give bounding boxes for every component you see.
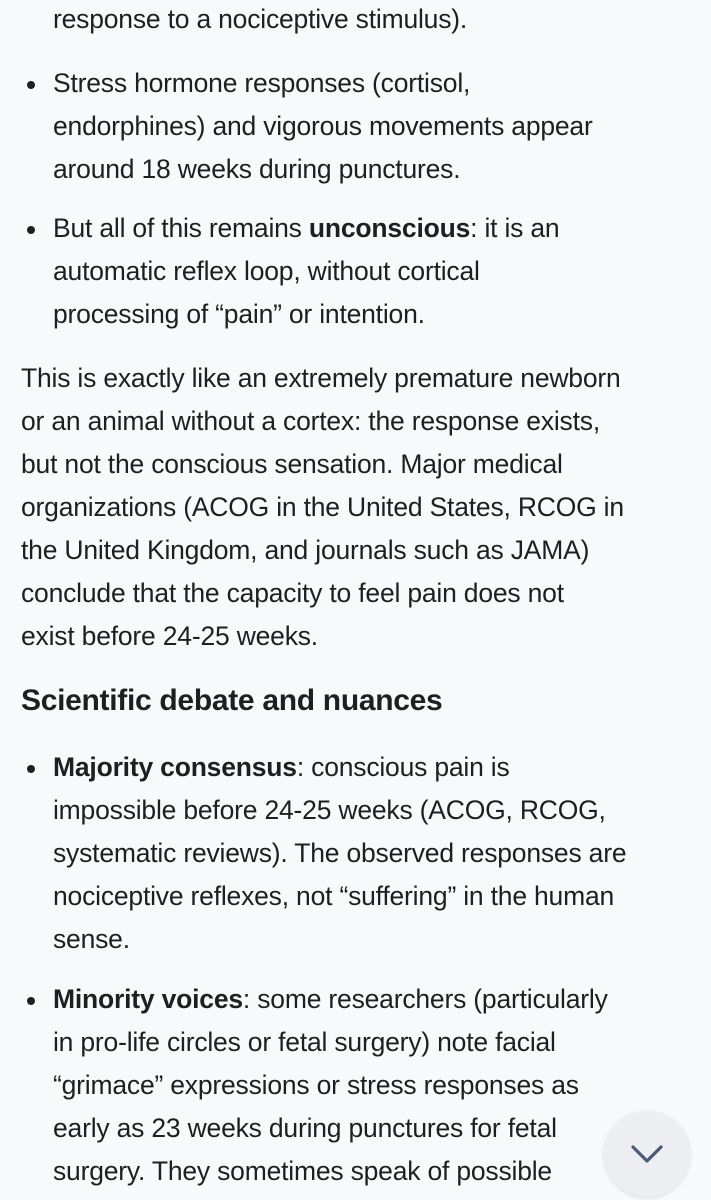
text-line: around 18 weeks during punctures. — [53, 154, 461, 184]
text-line — [53, 211, 559, 245]
bold-term: unconscious — [308, 213, 471, 243]
text-line: response to a nociceptive stimulus). — [53, 4, 468, 34]
text-line: the United Kingdom, and journals such as JAMA) — [21, 535, 590, 565]
text-line: but not the conscious sensation. Major medical — [21, 449, 563, 479]
text-line — [53, 750, 510, 784]
text-line: automatic reflex loop, without cortical — [53, 256, 480, 286]
text-line — [53, 982, 608, 1016]
text-line: or an animal without a cortex: the response exists, — [21, 406, 600, 436]
text-line: This is exactly like an extremely premature newborn — [21, 363, 621, 393]
bullet-dot — [27, 226, 35, 234]
scroll-down-button[interactable] — [604, 1111, 690, 1197]
text-line: in pro-life circles or fetal surgery) note facial — [53, 1027, 556, 1057]
text-line: surgery. They sometimes speak of possible — [53, 1156, 552, 1186]
section-heading: Scientific debate and nuances — [21, 684, 443, 717]
text-run: : it is an — [470, 213, 560, 243]
text-line: Stress hormone responses (cortisol, — [53, 68, 471, 98]
text-line: early as 23 weeks during punctures for fetal — [53, 1113, 557, 1143]
text-line: endorphines) and vigorous movements appear — [53, 111, 593, 141]
bold-term: Majority consensus — [53, 752, 297, 782]
text-run: : conscious pain is — [296, 752, 510, 782]
text-line: processing of “pain” or intention. — [53, 299, 425, 329]
bold-term: Minority voices — [53, 984, 243, 1014]
text-line: sense. — [53, 924, 130, 954]
text-run: But all of this remains — [53, 213, 309, 243]
bullet-dot — [27, 997, 35, 1005]
text-line: systematic reviews). The observed responses are — [53, 838, 627, 868]
text-run: : some researchers (particularly — [242, 984, 608, 1014]
text-line: organizations (ACOG in the United States, RCOG in — [21, 492, 624, 522]
text-line: exist before 24-25 weeks. — [21, 621, 318, 651]
text-line: nociceptive reflexes, not “suffering” in the human — [53, 881, 615, 911]
text-line: “grimace” expressions or stress responses as — [53, 1070, 579, 1100]
text-line: conclude that the capacity to feel pain does not — [21, 578, 564, 608]
text-line: impossible before 24-25 weeks (ACOG, RCOG, — [53, 795, 606, 825]
bullet-dot — [27, 81, 35, 89]
bullet-dot — [27, 765, 35, 773]
chevron-down-icon — [630, 1144, 664, 1164]
